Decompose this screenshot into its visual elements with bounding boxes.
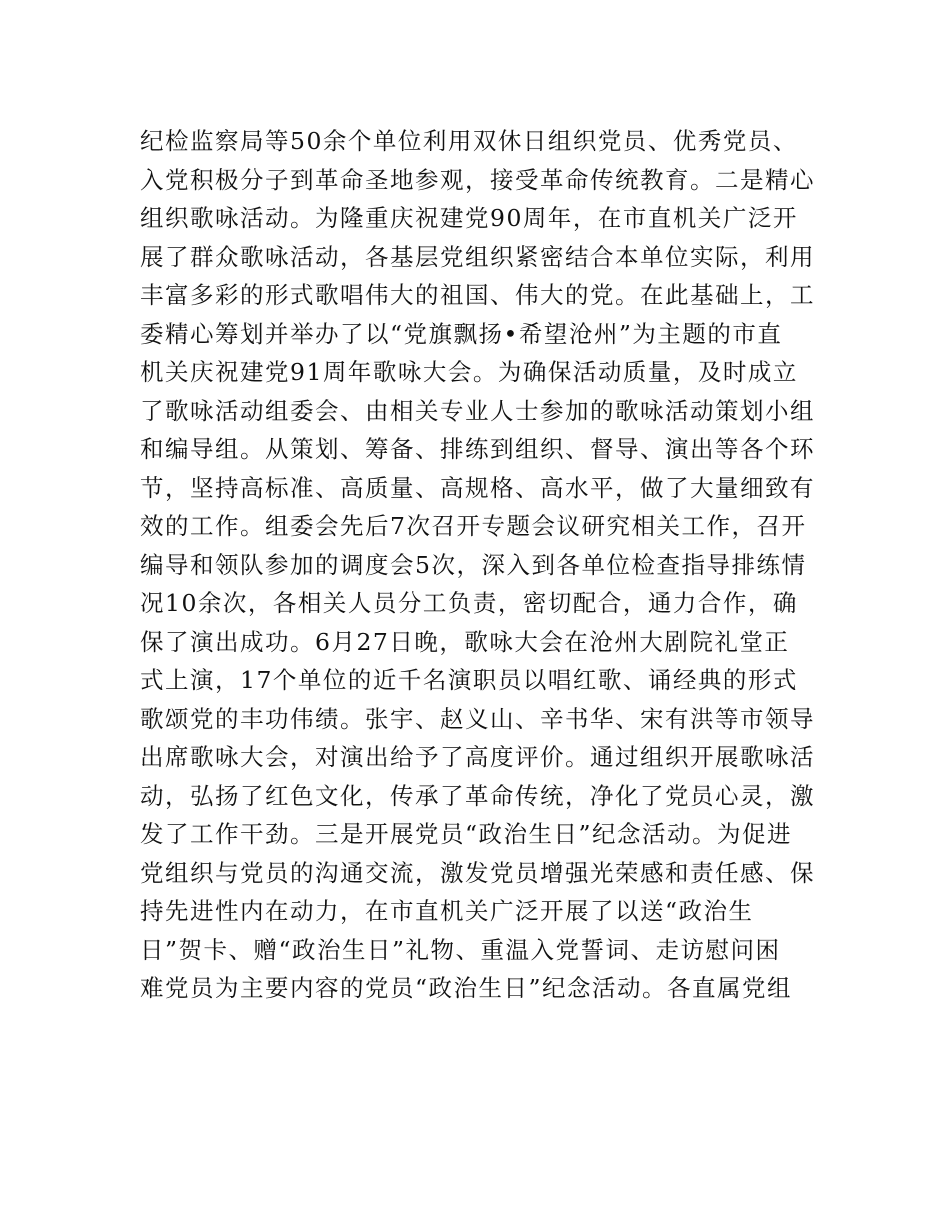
text-line: 纪检监察局等50余个单位利用双休日组织党员、优秀党员、 [140, 127, 798, 155]
text-line: 式上演，17个单位的近千名演职员以唱红歌、诵经典的形式 [140, 666, 798, 694]
text-line: 发了工作干劲。三是开展党员“政治生日”纪念活动。为促进 [140, 820, 793, 848]
text-line: 机关庆祝建党91周年歌咏大会。为确保活动质量，及时成立 [140, 358, 798, 386]
text-line: 党组织与党员的沟通交流，激发党员增强光荣感和责任感、保 [140, 858, 815, 887]
text-line: 持先进性内在动力，在市直机关广泛开展了以送“政治生 [140, 897, 754, 925]
text-line: 歌颂党的丰功伟绩。张宇、赵义山、辛书华、宋有洪等市领导 [140, 704, 815, 733]
text-line: 效的工作。组委会先后7次召开专题会议研究相关工作，召开 [140, 512, 807, 540]
text-line: 难党员为主要内容的党员“政治生日”纪念活动。各直属党组 [140, 974, 793, 1002]
text-line: 展了群众歌咏活动，各基层党组织紧密结合本单位实际，利用 [140, 242, 815, 271]
body-text [140, 122, 820, 1008]
text-line: 保了演出成功。6月27日晚，歌咏大会在沧州大剧院礼堂正 [140, 627, 790, 656]
text-line: 况10余次，各相关人员分工负责，密切配合，通力合作，确 [140, 589, 798, 617]
text-line: 组织歌咏活动。为隆重庆祝建党90周年，在市直机关广泛开 [140, 204, 798, 232]
text-line: 节，坚持高标准、高质量、高规格、高水平，做了大量细致有 [140, 473, 815, 502]
text-line: 编导和领队参加的调度会5次，深入到各单位检查指导排练情 [140, 550, 807, 579]
text-line: 委精心筹划并举办了以“党旗飘扬•希望沧州”为主题的市直 [140, 319, 783, 348]
text-line: 和编导组。从策划、筹备、排练到组织、督导、演出等各个环 [140, 435, 815, 463]
text-line: 动，弘扬了红色文化，传承了革命传统，净化了党员心灵，激 [140, 781, 815, 810]
text-line: 丰富多彩的形式歌唱伟大的祖国、伟大的党。在此基础上，工 [140, 281, 815, 309]
text-line: 日”贺卡、赠“政治生日”礼物、重温入党誓词、走访慰问困 [140, 935, 781, 964]
text-line: 出席歌咏大会，对演出给予了高度评价。通过组织开展歌咏活 [140, 743, 815, 771]
text-line: 入党积极分子到革命圣地参观，接受革命传统教育。二是精心 [140, 165, 815, 194]
text-line: 了歌咏活动组委会、由相关专业人士参加的歌咏活动策划小组 [140, 396, 815, 425]
